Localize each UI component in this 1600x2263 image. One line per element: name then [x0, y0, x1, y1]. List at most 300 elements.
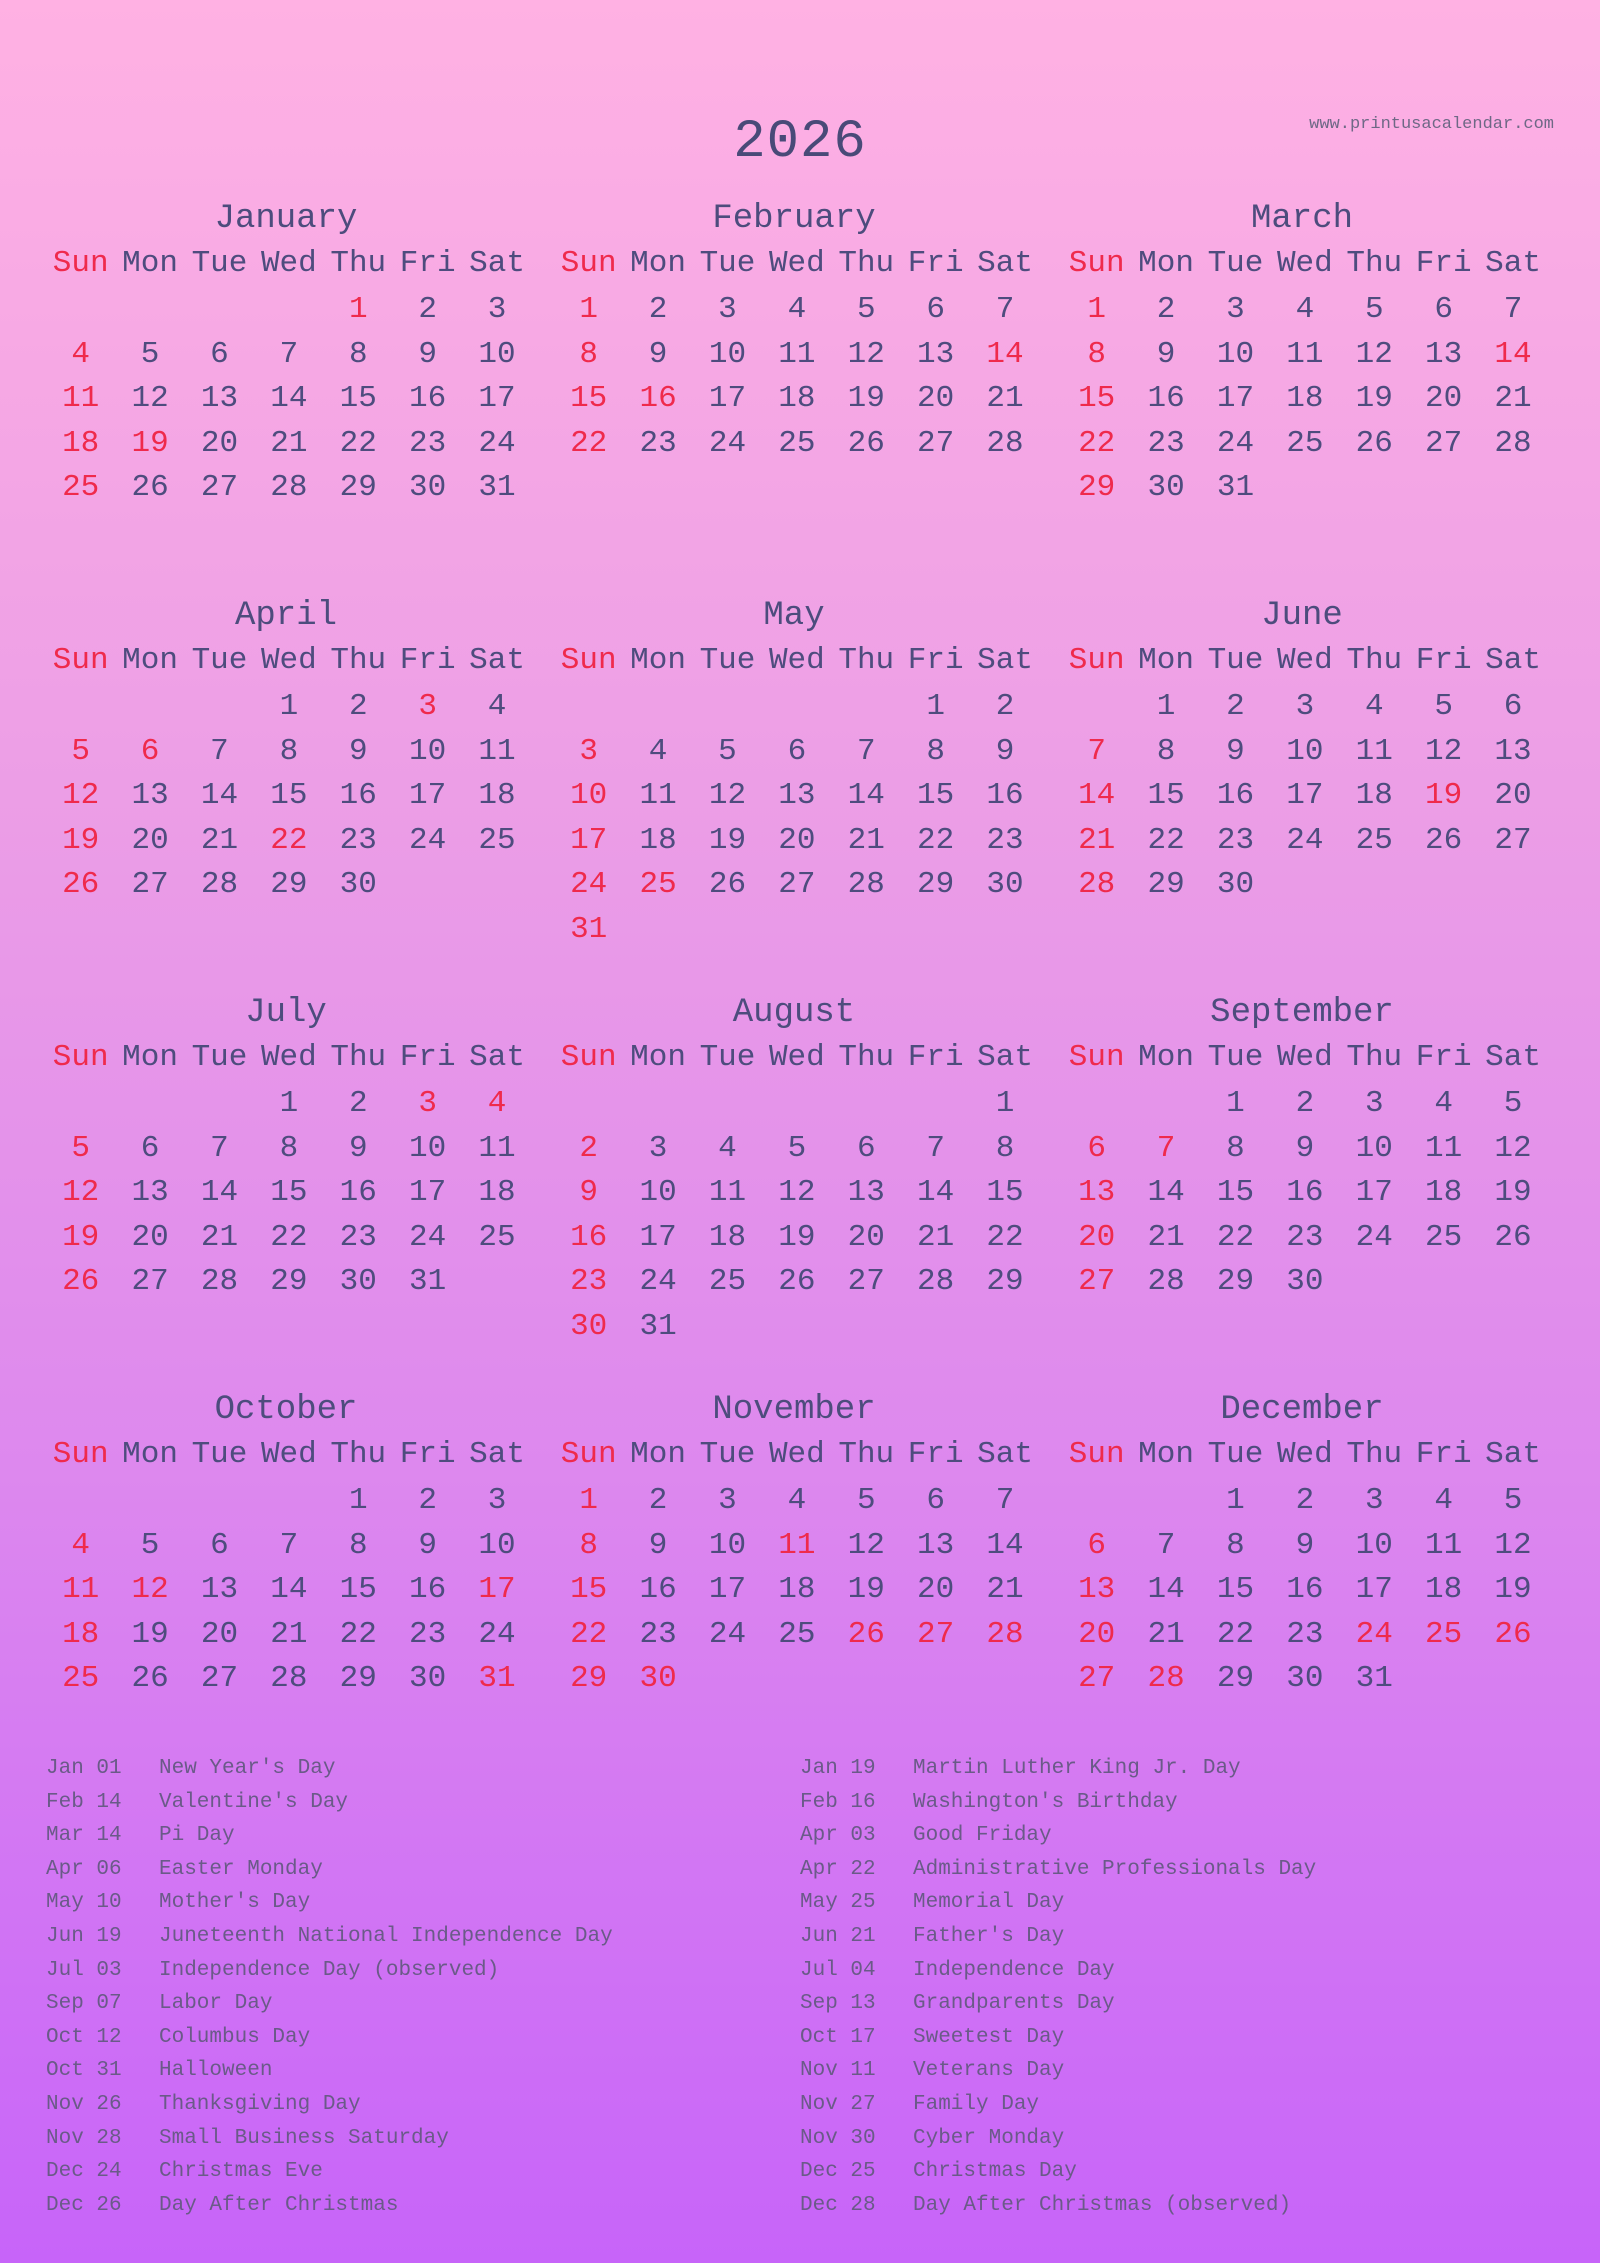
day-cell: 5: [140, 336, 160, 372]
weekday-header: Thu: [330, 1437, 387, 1472]
month-march: [1062, 196, 1542, 511]
weekday-header: Mon: [122, 1437, 178, 1472]
holiday-row: [800, 1752, 1560, 1786]
day-cell: 26: [131, 470, 169, 505]
day-cell: 5: [71, 733, 90, 769]
month-days-grid: [554, 242, 1034, 466]
day-cell: 24: [409, 822, 447, 858]
month-days-grid: [1062, 1036, 1542, 1305]
day-cell: 21: [1147, 1219, 1185, 1255]
day-cell: 5: [1364, 292, 1384, 327]
weekday-header: Sat: [1485, 1437, 1541, 1472]
day-cell: 13: [847, 1175, 885, 1210]
day-cell: 20: [200, 425, 239, 461]
day-cell: 15: [339, 381, 377, 416]
day-cell: 19: [1494, 1572, 1532, 1607]
empty-cell: [1062, 1082, 1131, 1127]
day-cell: 11: [1425, 1130, 1463, 1166]
day-cell: 1: [1156, 689, 1176, 724]
day-cell: 6: [926, 292, 945, 327]
day-cell: 19: [131, 1616, 169, 1652]
weekday-header: Thu: [330, 246, 387, 281]
day-cell: 16: [570, 1219, 608, 1255]
day-cell: 6: [856, 1130, 876, 1166]
day-cell: 23: [1286, 1616, 1324, 1652]
day-cell: 26: [1494, 1219, 1532, 1255]
day-cell: 16: [639, 381, 677, 416]
day-cell: 17: [708, 381, 747, 416]
day-cell: 17: [1355, 1175, 1393, 1210]
day-cell: 10: [708, 1527, 747, 1563]
day-cell: 19: [778, 1219, 816, 1255]
holiday-date: Oct 17: [800, 2025, 876, 2049]
day-cell: 26: [1494, 1616, 1532, 1652]
day-cell: 27: [778, 867, 816, 902]
day-cell: 25: [639, 867, 677, 902]
weekday-header: Thu: [1346, 643, 1403, 678]
empty-cell: [762, 685, 831, 730]
holiday-row: [800, 1853, 1560, 1887]
day-cell: 9: [1295, 1130, 1315, 1166]
empty-cell: [1062, 685, 1131, 730]
day-cell: 15: [270, 778, 308, 813]
day-cell: 28: [1078, 867, 1116, 902]
day-cell: 28: [270, 470, 308, 505]
month-name: May: [763, 597, 825, 635]
holiday-name: Day After Christmas (observed): [913, 2193, 1292, 2217]
holiday-row: [800, 2021, 1560, 2055]
year-title: 2026: [733, 112, 867, 173]
day-cell: 13: [917, 336, 955, 372]
month-days-grid: [1062, 1433, 1542, 1702]
day-cell: 23: [570, 1264, 608, 1299]
day-cell: 24: [478, 1616, 516, 1652]
month-name: January: [214, 200, 358, 238]
day-cell: 3: [579, 733, 598, 769]
day-cell: 17: [1216, 381, 1255, 416]
day-cell: 5: [718, 733, 737, 769]
day-cell: 21: [986, 1572, 1024, 1607]
weekday-header: Tue: [191, 643, 248, 678]
day-cell: 13: [131, 778, 169, 813]
day-cell: 21: [1078, 822, 1116, 858]
day-cell: 16: [339, 778, 377, 813]
day-cell: 27: [1494, 822, 1532, 858]
day-cell: 10: [639, 1175, 677, 1210]
month-name: August: [732, 994, 856, 1032]
holiday-name: Veterans Day: [913, 2059, 1065, 2083]
day-cell: 19: [1494, 1175, 1532, 1210]
day-cell: 8: [579, 336, 598, 372]
weekday-header: Sun: [560, 1437, 617, 1472]
day-cell: 8: [348, 1527, 368, 1563]
holiday-date: Nov 30: [800, 2126, 876, 2150]
day-cell: 17: [409, 778, 447, 813]
day-cell: 15: [570, 381, 608, 416]
weekday-header: Sat: [1485, 246, 1541, 281]
day-cell: 30: [409, 470, 447, 505]
day-cell: 3: [718, 292, 737, 327]
day-cell: 27: [131, 867, 169, 902]
day-cell: 31: [570, 911, 608, 947]
weekday-header: Sun: [52, 246, 109, 281]
weekday-header: Mon: [1138, 643, 1194, 678]
empty-cell: [1131, 1479, 1200, 1524]
day-cell: 9: [579, 1175, 598, 1210]
holiday-name: Memorial Day: [913, 1891, 1065, 1915]
holiday-row: [46, 1886, 806, 1920]
month-days-grid: [46, 1433, 526, 1702]
empty-cell: [115, 1479, 184, 1524]
day-cell: 23: [986, 822, 1024, 858]
weekday-header: Tue: [1207, 1437, 1264, 1472]
day-cell: 6: [1503, 689, 1523, 724]
weekday-header: Tue: [191, 1437, 248, 1472]
weekday-header: Wed: [260, 1040, 317, 1075]
day-cell: 29: [339, 470, 377, 505]
weekday-header: Mon: [630, 643, 686, 678]
holiday-date: Jun 21: [800, 1924, 876, 1948]
holiday-list-right: [800, 1752, 1560, 2222]
day-cell: 31: [1355, 1661, 1393, 1696]
day-cell: 11: [1286, 336, 1324, 372]
month-days-grid: [554, 1036, 1034, 1349]
day-cell: 21: [917, 1219, 955, 1255]
holiday-date: Nov 27: [800, 2092, 876, 2116]
day-cell: 22: [570, 425, 608, 461]
day-cell: 29: [1147, 867, 1185, 902]
day-cell: 10: [409, 1130, 447, 1166]
month-november: [554, 1387, 1034, 1702]
day-cell: 12: [847, 1527, 885, 1563]
month-days-grid: [46, 242, 526, 511]
day-cell: 10: [1355, 1527, 1393, 1563]
day-cell: 21: [200, 1219, 239, 1255]
weekday-header: Fri: [399, 1437, 456, 1472]
day-cell: 11: [62, 1572, 100, 1607]
day-cell: 21: [1147, 1616, 1185, 1652]
day-cell: 27: [200, 470, 239, 505]
day-cell: 28: [270, 1661, 308, 1696]
website-url[interactable]: www.printusacalendar.com: [1309, 115, 1554, 134]
day-cell: 24: [1355, 1616, 1393, 1652]
holiday-name: Christmas Day: [913, 2160, 1077, 2184]
day-cell: 22: [1216, 1616, 1255, 1652]
day-cell: 31: [478, 1661, 516, 1696]
day-cell: 3: [487, 1483, 507, 1518]
holiday-name: Mother's Day: [159, 1891, 311, 1915]
day-cell: 22: [1078, 425, 1116, 461]
day-cell: 15: [1216, 1175, 1255, 1210]
day-cell: 10: [478, 336, 516, 372]
day-cell: 9: [1226, 733, 1245, 769]
day-cell: 9: [995, 733, 1015, 769]
day-cell: 7: [1087, 733, 1106, 769]
day-cell: 17: [639, 1219, 677, 1255]
holiday-name: Valentine's Day: [159, 1790, 349, 1814]
empty-cell: [554, 685, 623, 730]
day-cell: 22: [339, 425, 377, 461]
holiday-date: Dec 26: [46, 2193, 122, 2217]
day-cell: 7: [1156, 1130, 1176, 1166]
day-cell: 14: [1147, 1175, 1185, 1210]
day-cell: 23: [409, 425, 447, 461]
day-cell: 24: [708, 425, 747, 461]
day-cell: 4: [71, 1527, 90, 1563]
day-cell: 28: [986, 425, 1024, 461]
day-cell: 24: [1355, 1219, 1393, 1255]
holiday-name: Small Business Saturday: [159, 2126, 449, 2150]
day-cell: 15: [1216, 1572, 1255, 1607]
holiday-row: [800, 1819, 1560, 1853]
day-cell: 15: [270, 1175, 308, 1210]
empty-cell: [623, 685, 692, 730]
weekday-header: Wed: [768, 643, 825, 678]
day-cell: 2: [418, 1483, 437, 1518]
holiday-name: Columbus Day: [159, 2025, 311, 2049]
day-cell: 3: [718, 1483, 737, 1518]
weekday-header: Wed: [260, 643, 317, 678]
month-name: October: [214, 1391, 358, 1429]
weekday-header: Thu: [1346, 1040, 1403, 1075]
day-cell: 17: [1355, 1572, 1393, 1607]
day-cell: 26: [62, 867, 100, 902]
day-cell: 22: [570, 1616, 608, 1652]
month-june: [1062, 593, 1542, 908]
day-cell: 8: [926, 733, 945, 769]
weekday-header: Mon: [630, 246, 686, 281]
weekday-header: Mon: [1138, 1040, 1194, 1075]
weekday-header: Sat: [977, 643, 1033, 678]
weekday-header: Sun: [560, 246, 617, 281]
day-cell: 14: [1494, 336, 1532, 372]
day-cell: 1: [279, 689, 299, 724]
day-cell: 5: [856, 292, 876, 327]
day-cell: 28: [1494, 425, 1532, 461]
day-cell: 25: [708, 1264, 747, 1299]
holiday-row: [46, 1954, 806, 1988]
day-cell: 12: [1425, 733, 1463, 769]
day-cell: 27: [1078, 1661, 1116, 1696]
day-cell: 12: [131, 1572, 169, 1607]
day-cell: 16: [639, 1572, 677, 1607]
empty-cell: [185, 685, 254, 730]
day-cell: 3: [487, 292, 507, 327]
holiday-date: Mar 14: [46, 1824, 122, 1848]
day-cell: 12: [778, 1175, 816, 1210]
day-cell: 20: [1425, 381, 1463, 416]
day-cell: 23: [639, 1616, 677, 1652]
holiday-list-left: [46, 1752, 806, 2222]
weekday-header: Tue: [1207, 643, 1264, 678]
holiday-date: Apr 03: [800, 1824, 876, 1848]
day-cell: 2: [648, 292, 668, 327]
weekday-header: Fri: [399, 246, 456, 281]
day-cell: 28: [1147, 1264, 1185, 1299]
day-cell: 14: [270, 1572, 308, 1607]
holiday-row: [800, 2189, 1560, 2223]
holiday-date: Jul 04: [800, 1958, 876, 1982]
weekday-header: Fri: [1415, 643, 1472, 678]
holiday-name: Independence Day (observed): [159, 1958, 500, 1982]
day-cell: 22: [917, 822, 955, 858]
day-cell: 18: [639, 822, 677, 858]
day-cell: 22: [339, 1616, 377, 1652]
day-cell: 11: [478, 733, 516, 769]
empty-cell: [901, 1082, 970, 1127]
day-cell: 4: [1434, 1483, 1453, 1518]
weekday-header: Thu: [838, 1437, 895, 1472]
month-december: [1062, 1387, 1542, 1702]
holiday-name: Day After Christmas: [159, 2193, 399, 2217]
day-cell: 22: [1147, 822, 1185, 858]
day-cell: 8: [279, 733, 299, 769]
weekday-header: Tue: [191, 1040, 248, 1075]
day-cell: 29: [1078, 470, 1116, 505]
day-cell: 17: [1286, 778, 1324, 813]
day-cell: 30: [339, 1264, 377, 1299]
day-cell: 27: [1425, 425, 1463, 461]
day-cell: 13: [1078, 1175, 1116, 1210]
weekday-header: Sat: [469, 1437, 525, 1472]
day-cell: 15: [1078, 381, 1116, 416]
day-cell: 7: [995, 292, 1015, 327]
weekday-header: Fri: [1415, 1040, 1472, 1075]
empty-cell: [254, 1479, 323, 1524]
day-cell: 1: [995, 1086, 1015, 1121]
month-may: [554, 593, 1034, 952]
weekday-header: Thu: [838, 643, 895, 678]
day-cell: 3: [1364, 1483, 1384, 1518]
empty-cell: [185, 1479, 254, 1524]
day-cell: 8: [1156, 733, 1176, 769]
day-cell: 29: [270, 1264, 308, 1299]
holiday-date: Dec 28: [800, 2193, 876, 2217]
holiday-date: Nov 26: [46, 2092, 122, 2116]
holiday-row: [800, 1886, 1560, 1920]
empty-cell: [185, 1082, 254, 1127]
day-cell: 28: [847, 867, 885, 902]
day-cell: 18: [62, 1616, 100, 1652]
weekday-header: Thu: [330, 643, 387, 678]
empty-cell: [832, 1082, 901, 1127]
holiday-row: [800, 1920, 1560, 1954]
holiday-date: May 25: [800, 1891, 876, 1915]
day-cell: 10: [1286, 733, 1324, 769]
day-cell: 29: [917, 867, 955, 902]
day-cell: 26: [1425, 822, 1463, 858]
day-cell: 2: [579, 1130, 598, 1166]
holiday-date: Jan 01: [46, 1757, 122, 1780]
day-cell: 14: [1078, 778, 1116, 813]
day-cell: 25: [62, 1661, 100, 1696]
day-cell: 29: [986, 1264, 1024, 1299]
weekday-header: Fri: [907, 1437, 964, 1472]
day-cell: 4: [648, 733, 668, 769]
day-cell: 1: [348, 1483, 368, 1518]
day-cell: 29: [339, 1661, 377, 1696]
day-cell: 16: [1286, 1572, 1324, 1607]
day-cell: 12: [1494, 1527, 1532, 1563]
holiday-date: Apr 06: [46, 1857, 122, 1881]
weekday-header: Wed: [768, 246, 825, 281]
weekday-header: Fri: [1415, 1437, 1472, 1472]
holiday-row: [800, 1987, 1560, 2021]
day-cell: 6: [1087, 1527, 1106, 1563]
day-cell: 7: [1156, 1527, 1176, 1563]
day-cell: 7: [210, 733, 229, 769]
day-cell: 3: [418, 1086, 437, 1121]
holiday-date: Oct 12: [46, 2025, 122, 2049]
empty-cell: [115, 1082, 184, 1127]
day-cell: 17: [409, 1175, 447, 1210]
day-cell: 8: [1226, 1130, 1245, 1166]
day-cell: 27: [131, 1264, 169, 1299]
month-name: February: [712, 200, 876, 238]
month-august: [554, 990, 1034, 1349]
day-cell: 25: [62, 470, 100, 505]
empty-cell: [762, 1082, 831, 1127]
day-cell: 24: [639, 1264, 677, 1299]
day-cell: 27: [917, 1616, 955, 1652]
holiday-row: [46, 1920, 806, 1954]
day-cell: 20: [200, 1616, 239, 1652]
day-cell: 1: [279, 1086, 299, 1121]
empty-cell: [185, 288, 254, 333]
day-cell: 20: [847, 1219, 885, 1255]
day-cell: 18: [1286, 381, 1324, 416]
day-cell: 23: [409, 1616, 447, 1652]
holiday-row: [46, 2122, 806, 2156]
holiday-date: Feb 16: [800, 1790, 876, 1814]
day-cell: 14: [200, 1175, 239, 1210]
day-cell: 26: [1355, 425, 1393, 461]
day-cell: 9: [648, 336, 668, 372]
day-cell: 4: [487, 689, 507, 724]
holiday-row: [800, 2088, 1560, 2122]
holiday-row: [46, 1987, 806, 2021]
weekday-header: Sat: [977, 1040, 1033, 1075]
day-cell: 2: [418, 292, 437, 327]
day-cell: 6: [210, 1527, 229, 1563]
day-cell: 3: [418, 689, 437, 724]
day-cell: 25: [1355, 822, 1393, 858]
weekday-header: Wed: [1276, 246, 1333, 281]
day-cell: 5: [1434, 689, 1453, 724]
empty-cell: [832, 685, 901, 730]
weekday-header: Mon: [1138, 1437, 1194, 1472]
weekday-header: Sat: [1485, 643, 1541, 678]
month-name: June: [1261, 597, 1343, 635]
holiday-name: Thanksgiving Day: [159, 2092, 361, 2116]
holiday-row: [800, 2122, 1560, 2156]
day-cell: 19: [1355, 381, 1393, 416]
day-cell: 16: [986, 778, 1024, 813]
day-cell: 24: [1286, 822, 1324, 858]
day-cell: 23: [1216, 822, 1255, 858]
holiday-date: Nov 11: [800, 2059, 876, 2083]
day-cell: 10: [570, 778, 608, 813]
day-cell: 6: [787, 733, 807, 769]
day-cell: 4: [718, 1130, 737, 1166]
day-cell: 10: [1216, 336, 1255, 372]
day-cell: 12: [62, 778, 100, 813]
day-cell: 15: [570, 1572, 608, 1607]
weekday-header: Fri: [907, 246, 964, 281]
weekday-header: Fri: [399, 643, 456, 678]
day-cell: 11: [708, 1175, 747, 1210]
weekday-header: Sat: [469, 246, 525, 281]
